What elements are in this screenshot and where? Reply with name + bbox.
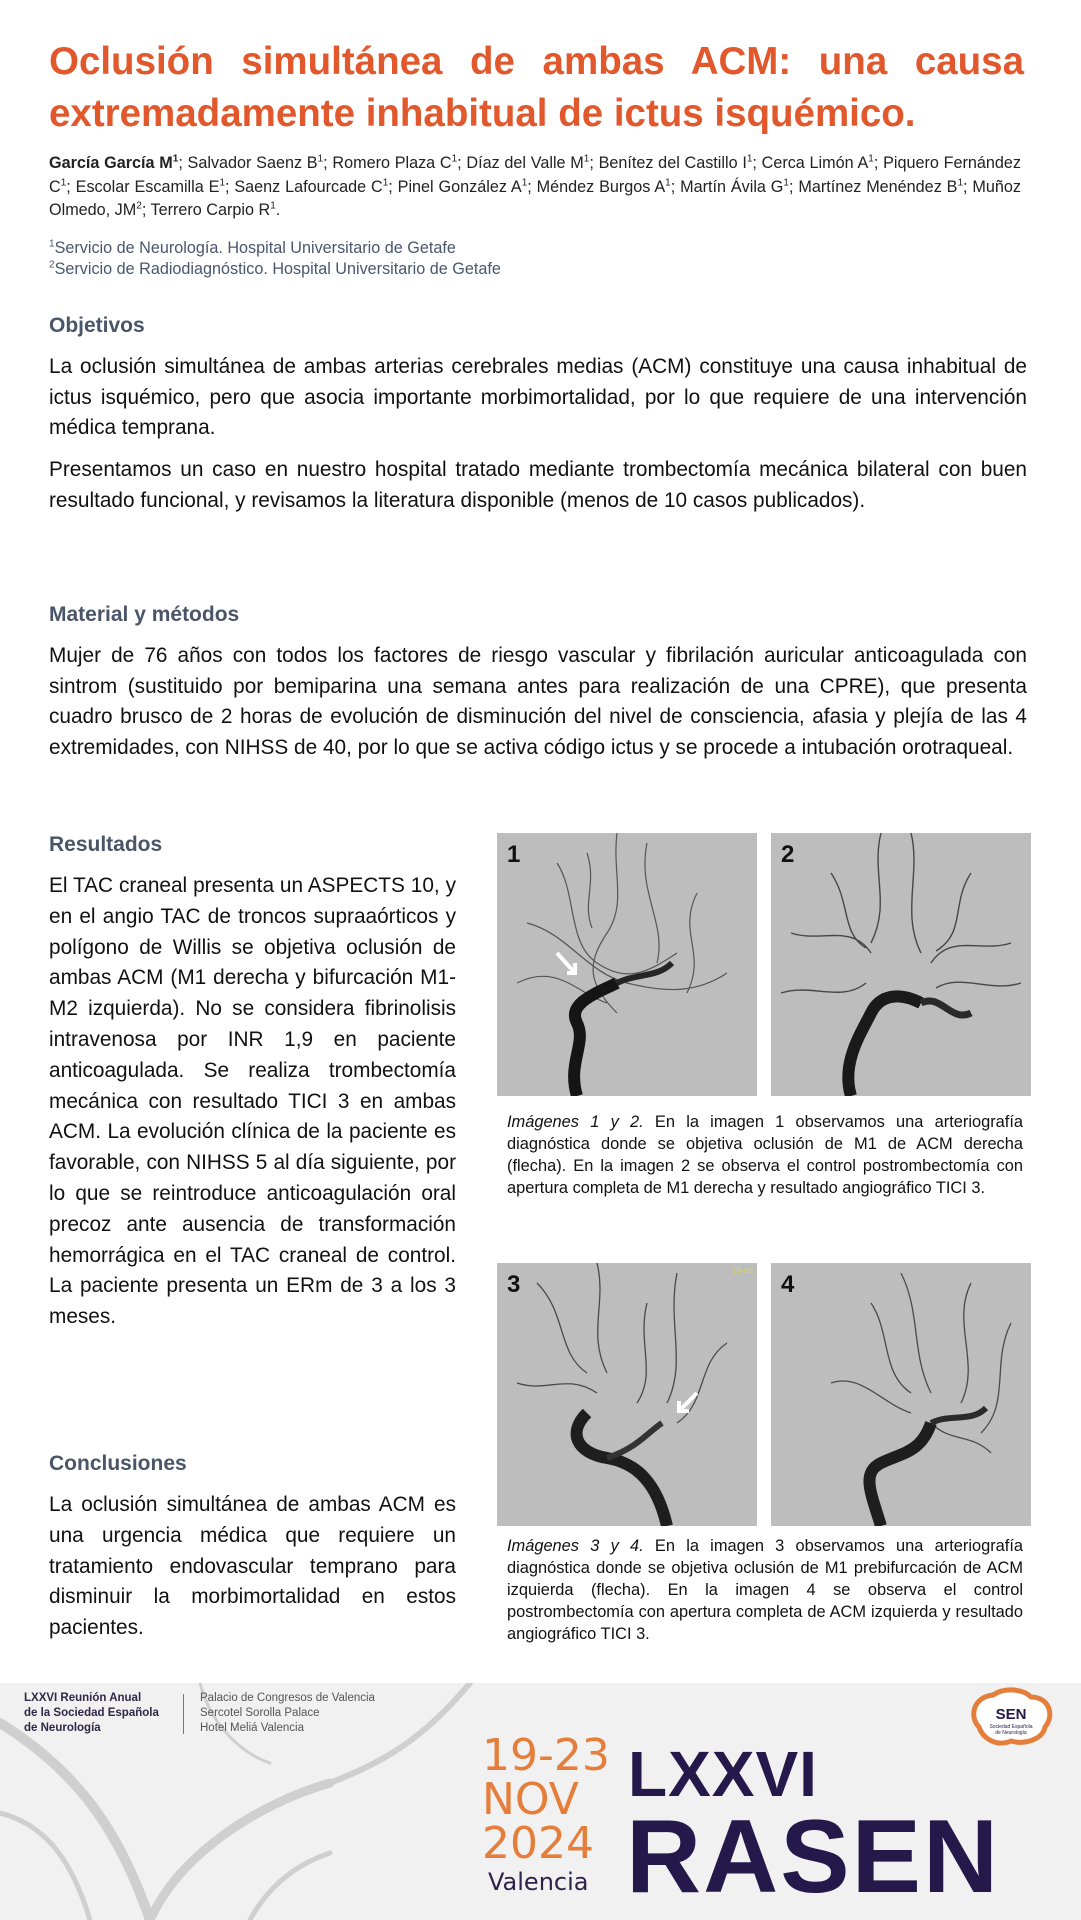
author-name: Saenz Lafourcade $C^1$ xyxy=(234,177,389,196)
objetivos-paragraph-1: La oclusión simultánea de ambas arterias cerebrales medias (ACM) constituye una causa inhabitual de ictus isquémico, pero que asocia importante morbimortalidad, por lo que requiere de una intervención médica temprana. xyxy=(49,355,1027,440)
image-tag: 15-no. xyxy=(732,1266,755,1275)
section-heading-material: Material y métodos xyxy=(49,603,240,626)
section-heading-conclusiones: Conclusiones xyxy=(49,1452,187,1475)
figure-number: 4 xyxy=(781,1271,795,1298)
author-name: Muñoz Olmedo, $JM^2$ xyxy=(49,177,1021,219)
material-paragraph: Mujer de 76 años con todos los factores de riesgo vascular y fibrilación auricular anticoagulada con sintrom (sustituido por bemiparina una semana antes para realización de una CPRE), que presenta cuadro brusco de 2 horas de evolución de disminución del nivel de consciencia, afasia y plejía de las 4 extremidades, con NIHSS de 40, por lo que se activa código ictus y se procede a intubación orotraqueal. xyxy=(49,644,1027,760)
author-name: García García $M^1$ xyxy=(49,153,179,172)
angiography-image-3 xyxy=(497,1263,757,1526)
author-name: Piquero Fernández $C^1$ xyxy=(49,154,1021,196)
author-name: Salvador Saenz $B^1$ xyxy=(187,153,324,172)
author-list: García García $M^1$; Salvador Saenz $B^1$; Romero Plaza $C^1$; Díaz del Valle $M^1$; Benítez del Castillo $I^1$; Cerca Limón $A^1$; Piquero Fernández $C^1$; Escolar Escamilla $E^1$; Saenz Lafourcade $C^1$; Pinel González $A^1$; Méndez Burgos $A^1$; Martín Ávila $G^1$; Martínez Menéndez $B^1$; Muñoz Olmedo, $JM^2$; Terrero Carpio $R^1$. xyxy=(49,153,1021,219)
author-name: Martínez Menéndez $B^1$ xyxy=(798,177,964,196)
poster-title: Oclusión simultánea de ambas ACM: una causa extremadamente inhabitual de ictus isquémico. xyxy=(49,40,1024,135)
angiography-image-1 xyxy=(497,833,757,1096)
edition-number: LXXVI xyxy=(628,1738,818,1810)
divider xyxy=(183,1694,184,1734)
author-name: Terrero Carpio $R^1$ xyxy=(150,200,276,219)
author-name: Escolar Escamilla $E^1$ xyxy=(75,177,225,196)
author-name: Pinel González $A^1$ xyxy=(397,177,528,196)
venue-list: Palacio de Congresos de Valencia Sercotel Sorolla Palace Hotel Meliá Valencia xyxy=(200,1692,375,1734)
conference-acronym: RASEN xyxy=(626,1799,1001,1915)
figure-number: 3 xyxy=(507,1271,521,1298)
objetivos-paragraph-2: Presentamos un caso en nuestro hospital tratado mediante trombectomía mecánica bilateral con buen resultado funcional, y revisamos la literatura disponible (menos de 10 casos publicados). xyxy=(49,458,1027,512)
affiliation-2: $^2$Servicio de Radiodiagnóstico. Hospital Universitario de Getafe xyxy=(49,259,501,278)
conclusiones-paragraph: La oclusión simultánea de ambas ACM es una urgencia médica que requiere un tratamiento endovascular temprano para disminuir la morbimortalidad en estos pacientes. xyxy=(49,1493,456,1640)
author-name: Díaz del Valle $M^1$ xyxy=(466,153,590,172)
conference-dates: 19-23 NOV 2024 xyxy=(482,1730,610,1869)
author-name: Benítez del Castillo $I^1$ xyxy=(598,153,753,172)
author-name: Romero Plaza $C^1$ xyxy=(332,153,458,172)
figure-number: 1 xyxy=(507,841,521,868)
author-name: Cerca Limón $A^1$ xyxy=(761,153,874,172)
affiliations xyxy=(49,238,501,280)
caption-images-1-2: Imágenes 1 y 2. En la imagen 1 observamos una arteriografía diagnóstica donde se objetiva oclusión de M1 de ACM derecha (flecha). En la imagen 2 se observa el control postrombectomía con apertura completa de M1 derecha y resultado angiográfico TICI 3. xyxy=(507,1113,1023,1197)
resultados-paragraph: El TAC craneal presenta un ASPECTS 10, y en el angio TAC de troncos supraaórticos y polígono de Willis se objetiva oclusión de ambas ACM (M1 derecha y bifurcación M1-M2 izquierda). No se considera fibrinolisis intravenosa por INR 1,9 en paciente anticoagulada. Se realiza trombectomía mecánica con resultado TICI 3 en ambas ACM. La evolución clínica de la paciente es favorable, con NIHSS 5 al día siguiente, por lo que se reintroduce anticoagulación oral precoz ante ausencia de transformación hemorrágica en el TAC craneal de control. La paciente presenta un ERm de 3 a los 3 meses. xyxy=(49,874,456,1329)
logo-subtitle: Sociedad Española de Neurología xyxy=(989,1724,1033,1736)
section-heading-resultados: Resultados xyxy=(49,833,163,856)
figure-number: 2 xyxy=(781,841,795,868)
affiliation-1: $^1$Servicio de Neurología. Hospital Universitario de Getafe xyxy=(49,238,456,257)
author-name: Méndez Burgos $A^1$ xyxy=(536,177,671,196)
angiography-image-4 xyxy=(771,1263,1031,1526)
conference-city: Valencia xyxy=(488,1868,589,1896)
caption-images-3-4: Imágenes 3 y 4. En la imagen 3 observamos una arteriografía diagnóstica donde se objetiva oclusión de M1 prebifurcación de ACM izquierda (flecha). En la imagen 4 se observa el control postrombectomía con apertura completa de ACM izquierda y resultado angiográfico TICI 3. xyxy=(507,1537,1023,1643)
angiography-image-2 xyxy=(771,833,1031,1096)
conference-name: LXXVI Reunión Anual de la Sociedad Española de Neurología xyxy=(24,1692,159,1734)
author-name: Martín Ávila $G^1$ xyxy=(680,177,789,196)
logo-text: SEN xyxy=(995,1706,1027,1723)
section-heading-objetivos: Objetivos xyxy=(49,314,145,337)
